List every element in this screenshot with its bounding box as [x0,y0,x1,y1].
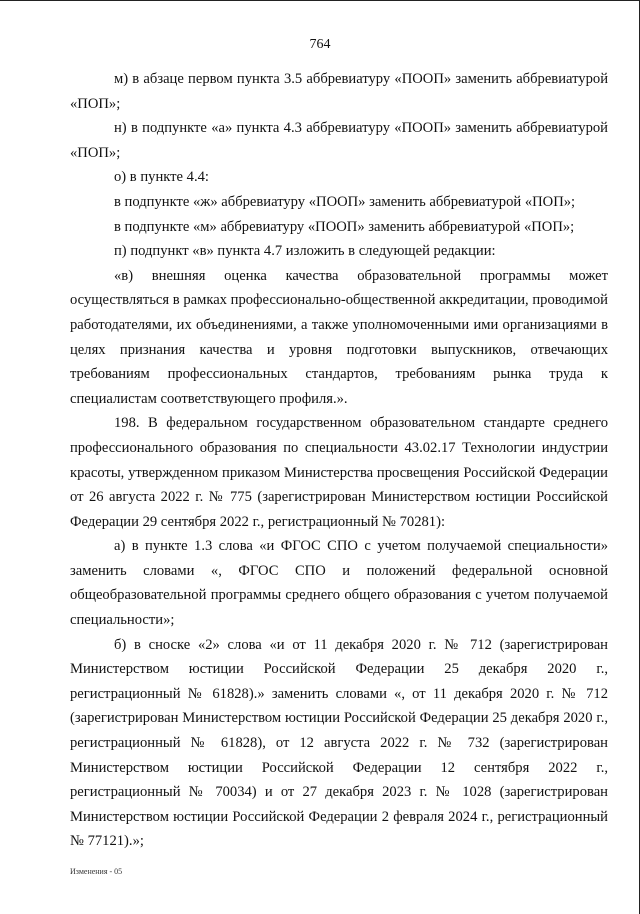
paragraph-item-m: м) в абзаце первом пункта 3.5 аббревиатуру «ПООП» заменить аббревиатурой «ПОП»; [70,71,608,112]
page-number: 764 [309,37,331,52]
paragraph-item-n: н) в подпункте «а» пункта 4.3 аббревиатуру «ПООП» заменить аббревиатурой «ПОП»; [70,120,608,161]
paragraph-subitem-m: в подпункте «м» аббревиатуру «ПООП» заменить аббревиатурой «ПОП»; [114,218,575,235]
paragraph-section-198: 198. В федеральном государственном образовательном стандарте среднего профессионального образования по специальности 43.02.17 Технологии индустрии красоты, утвержденном приказом Министерства просвещения Российской Федерации от 26 августа 2022 г. № 775 (зарегистрирован Министерством юстиции Российской Федерации 29 сентября 2022 г., регистрационный № 70281): [70,415,608,530]
paragraph-item-b: б) в сноске «2» слова «и от 11 декабря 2020 г. № 712 (зарегистрирован Министерством юстиции Российской Федерации 25 декабря 2020 г., регистрационный № 61828).» заменить словами «, от 11 декабря 2020 г. № 712 (зарегистрирован Министерством юстиции Российской Федерации 25 декабря 2020 г., регистрационный № 61828), от 12 августа 2022 г. № 732 (зарегистрирован Министерством юстиции Российской Федерации 12 сентября 2022 г., регистрационный № 70034) и от 27 декабря 2023 г. № 1028 (зарегистрирован Министерством юстиции Российской Федерации 2 февраля 2024 г., регистрационный № 77121).»; [70,636,608,850]
paragraph-item-p: п) подпункт «в» пункта 4.7 изложить в следующей редакции: [114,243,496,260]
paragraph-quoted-v: «в) внешняя оценка качества образовательной программы может осуществляться в рамках профессионально-общественной аккредитации, проводимой работодателями, их объединениями, а также уполномоченными ими организациями в целях признания качества и уровня подготовки выпускников, отвечающих требованиям профессиональных стандартов, требованиям рынка труда к специалистам соответствующего профиля.». [70,267,608,407]
paragraph-item-o: о) в пункте 4.4: [114,169,209,186]
paragraph-item-a: а) в пункте 1.3 слова «и ФГОС СПО с учетом получаемой специальности» заменить словами «, ФГОС СПО и положений федеральной основной общеобразовательной программы среднего общего образования с учетом получаемой специальности»; [70,538,608,629]
footer-note: Изменения - 05 [70,867,123,876]
paragraph-subitem-zh: в подпункте «ж» аббревиатуру «ПООП» заменить аббревиатурой «ПОП»; [114,193,576,210]
document-body [70,67,608,854]
